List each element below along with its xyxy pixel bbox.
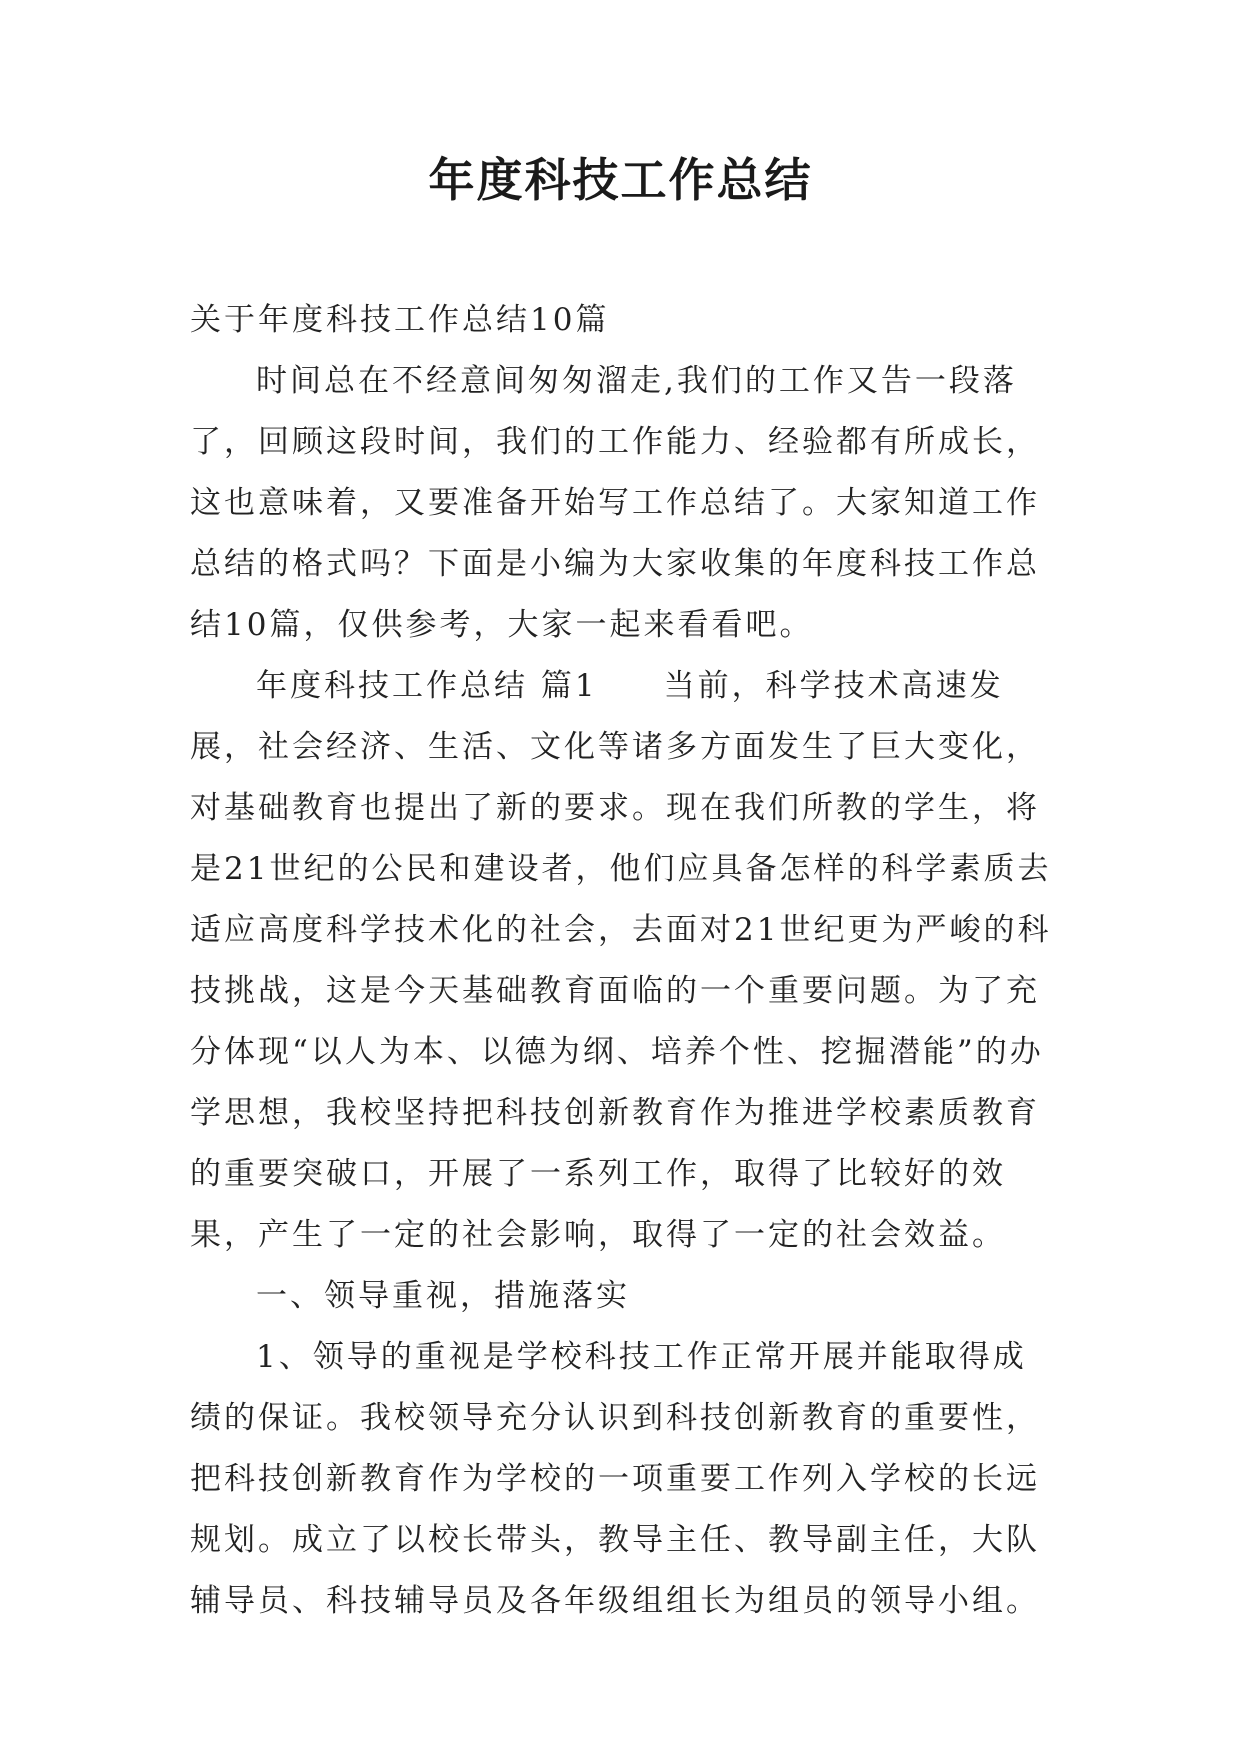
section-label: 年度科技工作总结 篇1	[256, 668, 598, 704]
intro-paragraph: 时间总在不经意间匆匆溜走,我们的工作又告一段落了，回顾这段时间，我们的工作能力、经验都有所成长，这也意味着，又要准备开始写工作总结了。大家知道工作总结的格式吗？下面是小编为大家收集的年度科技工作总结10篇，仅供参考，大家一起来看看吧。	[190, 363, 1040, 643]
document-subtitle: 关于年度科技工作总结10篇	[190, 302, 610, 338]
leadership-paragraph: 1、领导的重视是学校科技工作正常开展并能取得成绩的保证。我校领导充分认识到科技创新教育的重要性，把科技创新教育作为学校的一项重要工作列入学校的长远规划。成立了以校长带头，教导主任、教导副主任，大队辅导员、科技辅导员及各年级组组长为组员的领导小组。	[190, 1339, 1040, 1619]
section-text: 当前，科学技术高速发展，社会经济、生活、文化等诸多方面发生了巨大变化，对基础教育也提出了新的要求。现在我们所教的学生，将是21世纪的公民和建设者，他们应具备怎样的科学素质去适应高度科学技术化的社会，去面对21世纪更为严峻的科技挑战，这是今天基础教育面临的一个重要问题。为了充分体现“以人为本、以德为纲、培养个性、挖掘潜能”的办学思想，我校坚持把科技创新教育作为推进学校素质教育的重要突破口，开展了一系列工作，取得了比较好的效果，产生了一定的社会影响，取得了一定的社会效益。	[190, 668, 1052, 1253]
document-title: 年度科技工作总结	[428, 153, 813, 207]
heading-leadership: 一、领导重视，措施落实	[256, 1278, 630, 1314]
document-body	[190, 290, 1060, 1632]
section-paragraph	[190, 656, 1060, 1266]
